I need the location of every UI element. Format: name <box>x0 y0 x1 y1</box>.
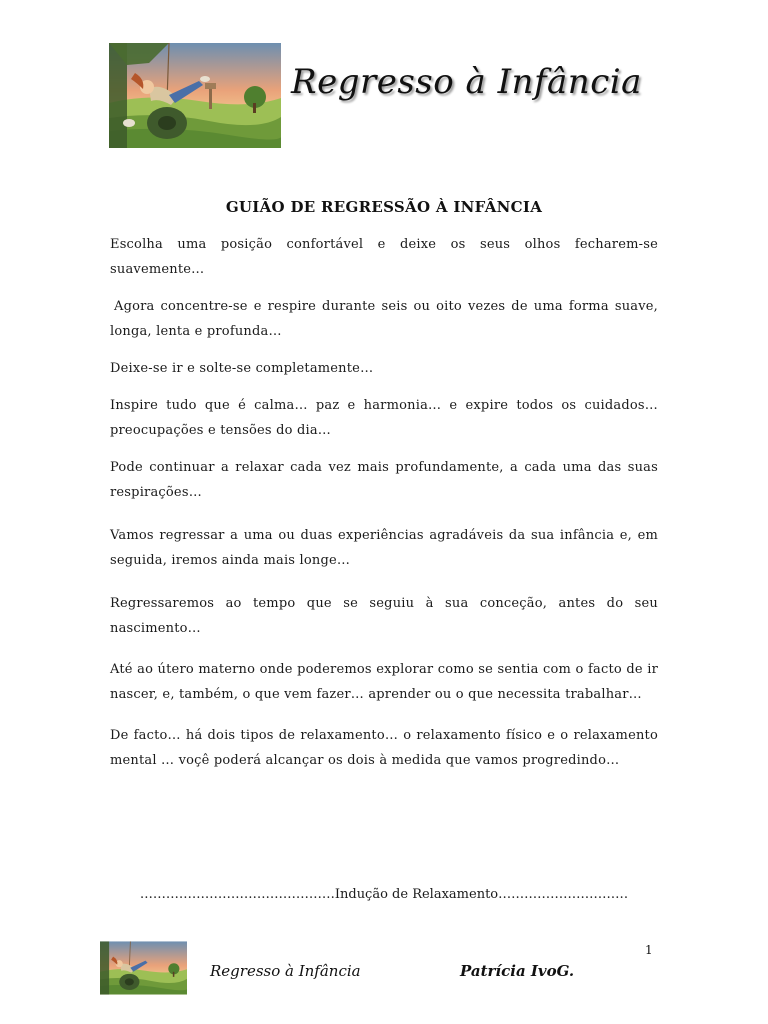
paragraph: Vamos regressar a uma ou duas experiências agradáveis da sua infância e, em seguida, iremos ainda mais longe… <box>110 528 658 568</box>
girl-on-tire-swing-illustration <box>100 941 187 995</box>
page-number: 1 <box>645 943 653 957</box>
paragraph: Escolha uma posição confortável e deixe os seus olhos fecharem-se suavemente… <box>110 237 658 277</box>
paragraph: Até ao útero materno onde poderemos explorar como se sentia com o facto de ir nascer, e, também, o que vem fazer… aprender ou o que necessita trabalhar… <box>110 662 658 702</box>
paragraph: De facto… há dois tipos de relaxamento… o relaxamento físico e o relaxamento mental … voçê poderá alcançar os dois à medida que vamos progredindo… <box>110 728 658 768</box>
header-title: Regresso à Infância <box>291 62 642 102</box>
footer-title: Regresso à Infância <box>210 962 361 980</box>
section-divider: ………………………………………Indução de Relaxamento………………………… <box>139 887 629 902</box>
paragraph: Agora concentre-se e respire durante seis ou oito vezes de uma forma suave, longa, lenta e profunda… <box>110 299 658 339</box>
header-illustration <box>109 43 281 148</box>
paragraph: Inspire tudo que é calma… paz e harmonia… e expire todos os cuidados… preocupações e tensões do dia… <box>110 398 658 438</box>
footer-illustration <box>100 941 187 995</box>
paragraph: Pode continuar a relaxar cada vez mais profundamente, a cada uma das suas respirações… <box>110 460 658 500</box>
document-body <box>110 232 658 773</box>
paragraph: Regressaremos ao tempo que se seguiu à sua conceção, antes do seu nascimento… <box>110 596 658 636</box>
paragraph: Deixe-se ir e solte-se completamente… <box>110 361 374 376</box>
girl-on-tire-swing-illustration <box>109 43 281 148</box>
document-heading: GUIÃO DE REGRESSÃO À INFÂNCIA <box>225 198 543 216</box>
footer-author: Patrícia IvoG. <box>460 962 575 980</box>
